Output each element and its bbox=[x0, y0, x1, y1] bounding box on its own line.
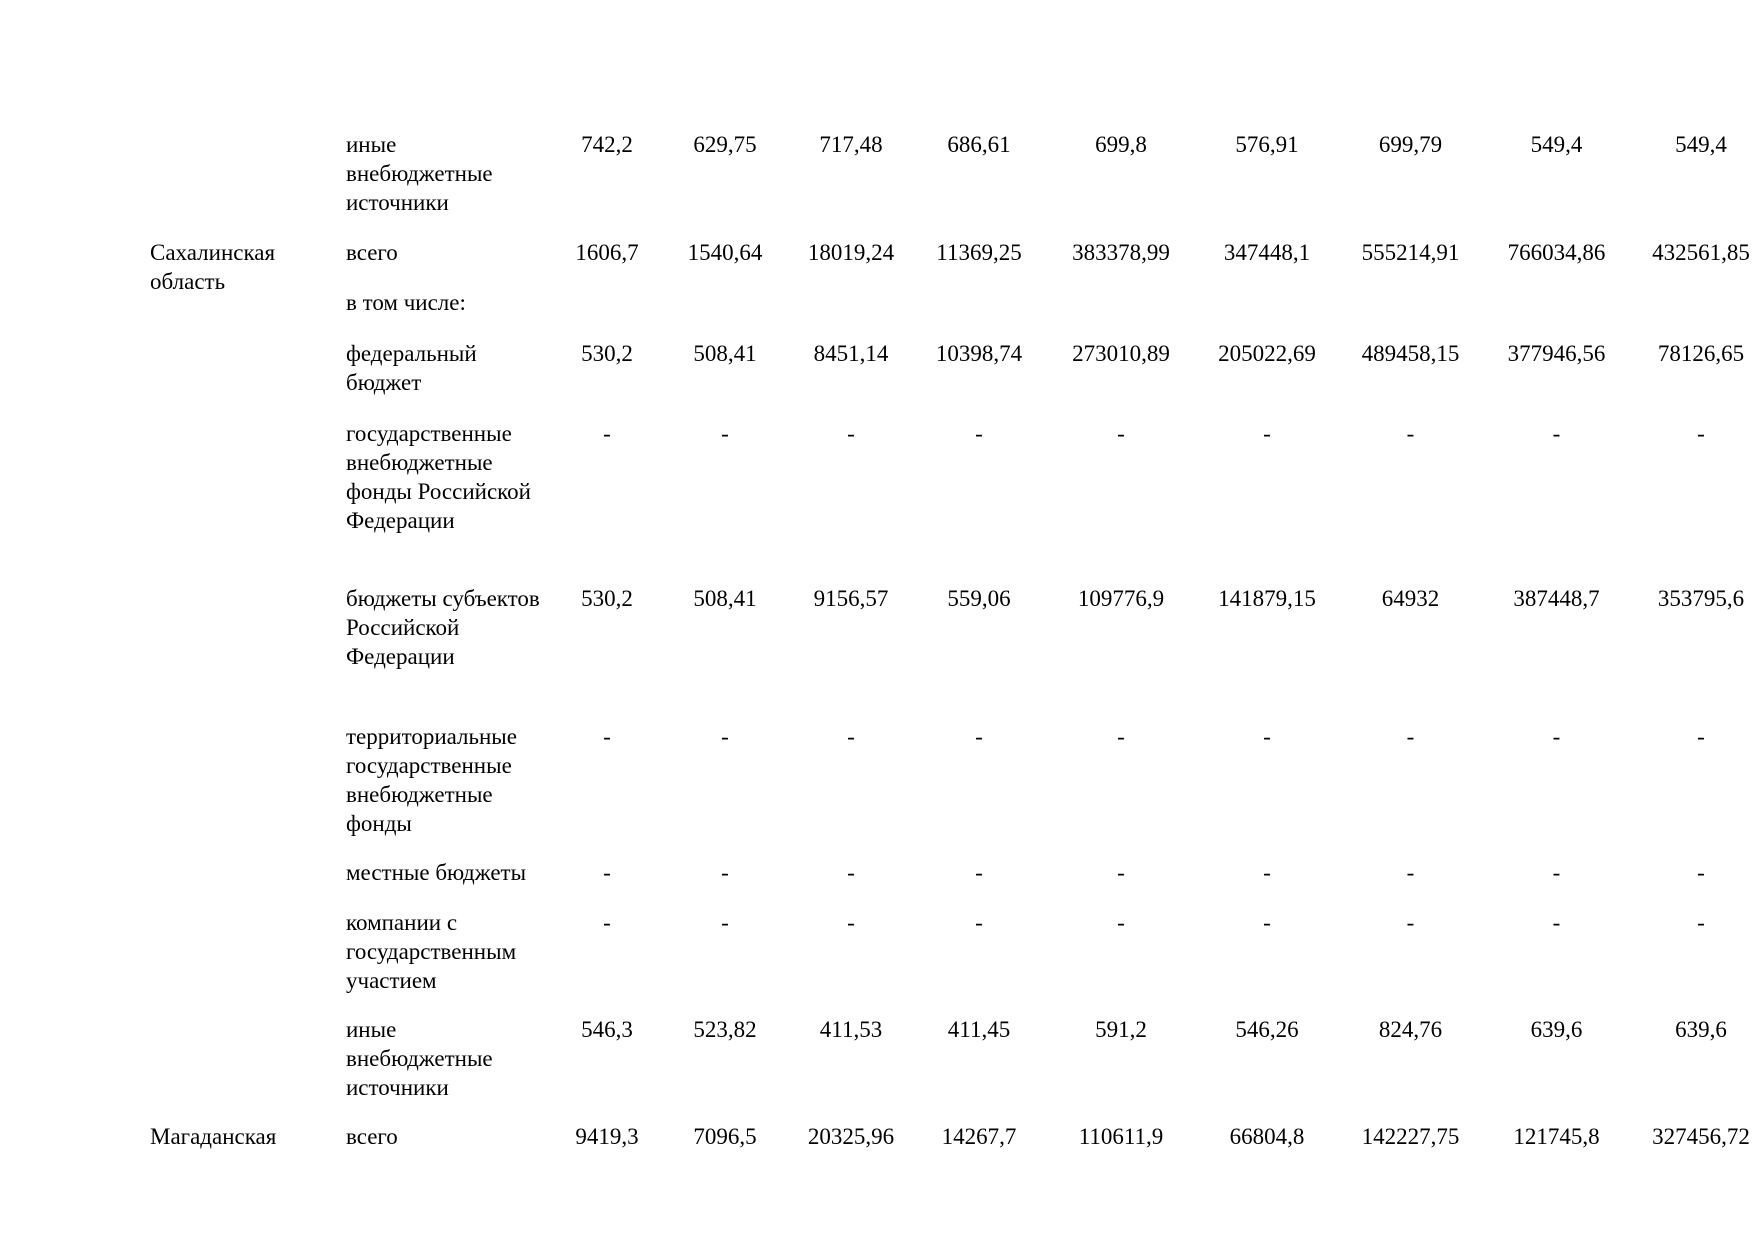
value-cell: - bbox=[1117, 910, 1125, 935]
value-cell: - bbox=[1117, 724, 1125, 749]
value-cell: 1606,7 bbox=[575, 240, 639, 265]
value-cell: 141879,15 bbox=[1218, 586, 1316, 611]
value-cell: 383378,99 bbox=[1072, 240, 1170, 265]
value-cell: - bbox=[847, 724, 855, 749]
value-cell: 273010,89 bbox=[1072, 341, 1170, 366]
value-cell: 576,91 bbox=[1235, 132, 1299, 157]
value-cell: 686,61 bbox=[947, 132, 1011, 157]
value-cell: - bbox=[1697, 910, 1705, 935]
value-cell: 18019,24 bbox=[807, 240, 895, 265]
value-cell: 717,48 bbox=[819, 132, 883, 157]
value-cell: - bbox=[1263, 421, 1271, 446]
source-label: иные внебюджетные источники bbox=[346, 1017, 493, 1100]
value-cell: - bbox=[1117, 421, 1125, 446]
value-cell: - bbox=[1552, 724, 1561, 749]
value-cell: 10398,74 bbox=[935, 341, 1023, 366]
value-cell: - bbox=[721, 421, 729, 446]
value-cell: 639,6 bbox=[1675, 1017, 1727, 1042]
value-cell: - bbox=[1406, 724, 1415, 749]
value-cell: 699,8 bbox=[1095, 132, 1147, 157]
value-cell: 110611,9 bbox=[1078, 1124, 1164, 1149]
source-label: бюджеты субъектов Российской Федерации bbox=[346, 586, 540, 669]
value-cell: 530,2 bbox=[581, 341, 633, 366]
table-row bbox=[150, 1122, 1754, 1162]
value-cell: - bbox=[975, 421, 983, 446]
value-cell: 523,82 bbox=[693, 1017, 757, 1042]
value-cell: - bbox=[721, 724, 729, 749]
source-label: территориальные государственные внебюджетные фонды bbox=[346, 724, 517, 836]
value-cell: 549,4 bbox=[1675, 132, 1727, 157]
value-cell: - bbox=[1406, 860, 1415, 885]
value-cell: 20325,96 bbox=[807, 1124, 895, 1149]
value-cell: - bbox=[847, 421, 855, 446]
value-cell: 591,2 bbox=[1095, 1017, 1147, 1042]
value-cell: 142227,75 bbox=[1361, 1124, 1460, 1149]
value-cell: 411,45 bbox=[947, 1017, 1011, 1042]
value-cell: 11369,25 bbox=[936, 240, 1022, 265]
source-label: всего bbox=[346, 1124, 398, 1149]
value-cell: 121745,8 bbox=[1513, 1124, 1600, 1149]
table-row bbox=[150, 130, 1754, 238]
value-cell: - bbox=[603, 910, 611, 935]
table-row bbox=[150, 584, 1754, 722]
table-row bbox=[150, 419, 1754, 584]
table-row bbox=[150, 1015, 1754, 1122]
table-row bbox=[150, 238, 1754, 294]
value-cell: 8451,14 bbox=[813, 341, 889, 366]
value-cell: - bbox=[603, 421, 611, 446]
value-cell: - bbox=[1263, 724, 1271, 749]
value-cell: - bbox=[1552, 860, 1561, 885]
value-cell: 530,2 bbox=[581, 586, 633, 611]
value-cell: - bbox=[721, 910, 729, 935]
value-cell: - bbox=[847, 910, 855, 935]
value-cell: - bbox=[1552, 421, 1561, 446]
value-cell: - bbox=[975, 860, 983, 885]
source-label: в том числе: bbox=[346, 290, 466, 315]
value-cell: - bbox=[975, 910, 983, 935]
value-cell: - bbox=[603, 724, 611, 749]
source-label: иные внебюджетные источники bbox=[346, 132, 493, 215]
value-cell: 78126,65 bbox=[1657, 341, 1745, 366]
table-row bbox=[150, 339, 1754, 419]
value-cell: - bbox=[1552, 910, 1561, 935]
table-row bbox=[150, 722, 1754, 858]
value-cell: - bbox=[603, 860, 611, 885]
value-cell: 66804,8 bbox=[1229, 1124, 1305, 1149]
value-cell: 64932 bbox=[1381, 586, 1440, 611]
table-row bbox=[150, 908, 1754, 1015]
value-cell: 353795,6 bbox=[1657, 586, 1745, 611]
region-name: Магаданская bbox=[150, 1124, 277, 1149]
value-cell: 9419,3 bbox=[575, 1124, 639, 1149]
value-cell: - bbox=[975, 724, 983, 749]
value-cell: - bbox=[1263, 910, 1271, 935]
value-cell: 387448,7 bbox=[1513, 586, 1600, 611]
value-cell: 699,79 bbox=[1378, 132, 1443, 157]
value-cell: - bbox=[1697, 860, 1705, 885]
value-cell: 546,3 bbox=[581, 1017, 633, 1042]
value-cell: 546,26 bbox=[1235, 1017, 1299, 1042]
value-cell: - bbox=[1406, 910, 1415, 935]
value-cell: 629,75 bbox=[693, 132, 757, 157]
source-label: местные бюджеты bbox=[346, 860, 527, 885]
value-cell: - bbox=[721, 860, 729, 885]
value-cell: 411,53 bbox=[819, 1017, 883, 1042]
source-label: федеральный бюджет bbox=[346, 341, 477, 395]
value-cell: 1540,64 bbox=[687, 240, 763, 265]
value-cell: 549,4 bbox=[1530, 132, 1583, 157]
value-cell: - bbox=[1117, 860, 1125, 885]
value-cell: 555214,91 bbox=[1361, 240, 1460, 265]
value-cell: 9156,57 bbox=[813, 586, 889, 611]
value-cell: 489458,15 bbox=[1361, 341, 1460, 366]
value-cell: 347448,1 bbox=[1223, 240, 1311, 265]
value-cell: - bbox=[847, 860, 855, 885]
value-cell: 508,41 bbox=[693, 341, 757, 366]
table-row bbox=[150, 858, 1754, 908]
value-cell: 109776,9 bbox=[1077, 586, 1165, 611]
source-label: всего bbox=[346, 240, 398, 265]
value-cell: 377946,56 bbox=[1507, 341, 1606, 366]
value-cell: 639,6 bbox=[1530, 1017, 1583, 1042]
financing-table bbox=[150, 130, 1754, 1162]
value-cell: 432561,85 bbox=[1652, 240, 1750, 265]
source-label: государственные внебюджетные фонды Российской Федерации bbox=[346, 421, 531, 533]
value-cell: 742,2 bbox=[581, 132, 633, 157]
value-cell: 824,76 bbox=[1378, 1017, 1443, 1042]
value-cell: - bbox=[1697, 421, 1705, 446]
source-label: компании с государственным участием bbox=[346, 910, 517, 993]
value-cell: 766034,86 bbox=[1507, 240, 1606, 265]
value-cell: - bbox=[1697, 724, 1705, 749]
value-cell: - bbox=[1406, 421, 1415, 446]
table-row bbox=[150, 288, 1754, 339]
value-cell: 327456,72 bbox=[1652, 1124, 1750, 1149]
value-cell: - bbox=[1263, 860, 1271, 885]
region-name: Сахалинская область bbox=[150, 240, 276, 294]
value-cell: 508,41 bbox=[693, 586, 757, 611]
value-cell: 205022,69 bbox=[1218, 341, 1316, 366]
value-cell: 559,06 bbox=[947, 586, 1011, 611]
value-cell: 14267,7 bbox=[941, 1124, 1017, 1149]
value-cell: 7096,5 bbox=[693, 1124, 757, 1149]
